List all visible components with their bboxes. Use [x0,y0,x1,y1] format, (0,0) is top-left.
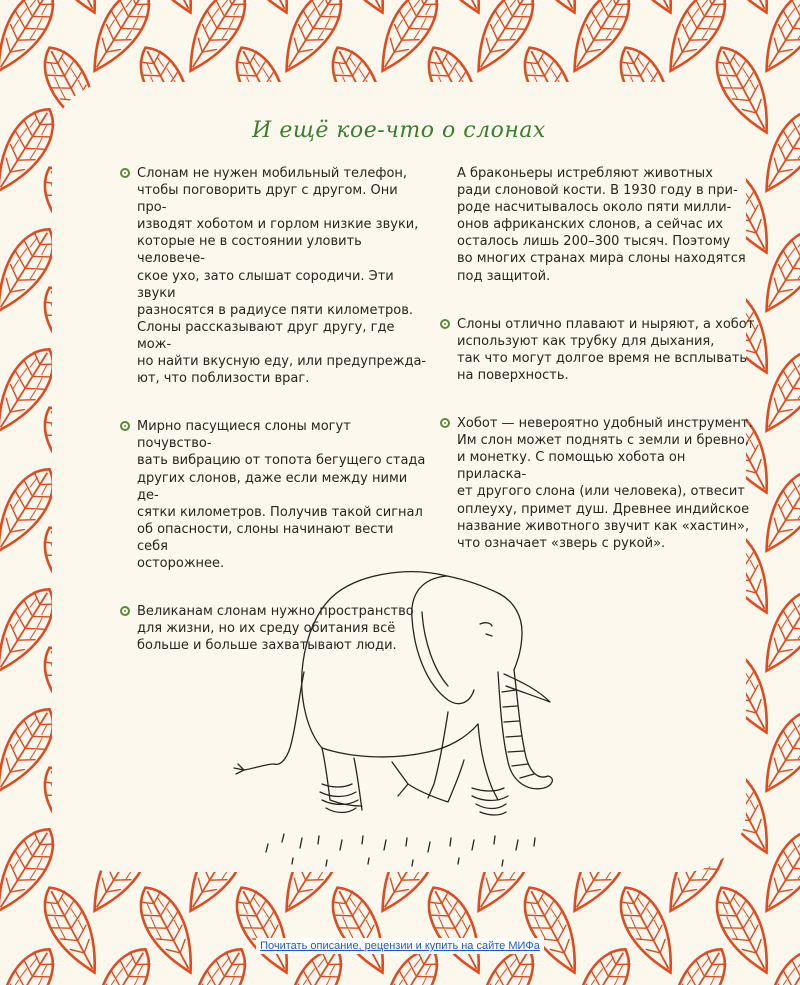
intro-text: А браконьеры истребляют животных ради слоновой кости. В 1930 году в при- роде насчитывалось около пяти милли- онов африканских слонов, а сейчас их осталось лишь 200–300 тысяч. Поэтому во многих странах мира слоны находятся под защитой. [457,166,746,284]
bullet-icon [120,421,130,431]
bullet-icon [440,418,450,428]
page-title: И ещё кое-что о слонах [252,118,546,143]
intro-paragraph [457,165,757,285]
bullet-icon [120,606,130,616]
content-panel [52,82,755,872]
fact-item [137,418,427,572]
right-column [457,165,757,583]
fact-item [457,316,757,384]
fact-text: Слонам не нужен мобильный телефон, чтобы поговорить друг с другом. Они про- изводят хоботом и горлом низкие звуки, которые не в состоянии уловить человече- ское ухо, зато слышат сородичи. Эти звуки разносятся в радиусе пяти километров. Слоны рассказывают друг другу, где мож- но найти вкусную еду, или предупрежда- ют, что поблизости враг. [137,166,427,387]
footer-link-wrapper [0,934,800,954]
fact-text: Мирно пасущиеся слоны могут почувство- вать вибрацию от топота бегущего стада других слонов, даже если между ними де- сятки километров. Получив такой сигнал об опасности, слоны начинают вести себя осторожнее. [137,419,426,571]
fact-item [457,415,757,552]
bullet-icon [120,168,130,178]
buy-on-mif-link[interactable]: Почитать описание, рецензии и купить на сайте МИФа [256,938,544,954]
fact-item [137,165,427,387]
fact-text: Великанам слонам нужно пространство для жизни, но их среду обитания всё больше и больше захватывают люди. [137,604,414,654]
fact-text: Хобот — невероятно удобный инструмент. Им слон может поднять с земли и бревно, и монетку. С помощью хобота он приласка- ет другого слона (или человека), отвесит оплеуху, примет душ. Древнее индийское название животного звучит как «хастин», что означает «зверь с рукой». [457,416,753,551]
fact-text: Слоны отлично плавают и ныряют, а хобот используют как трубку для дыхания, так что могут долгое время не всплывать на поверхность. [457,316,755,383]
bullet-icon [440,319,450,329]
elephant-drawing-icon [222,552,562,872]
